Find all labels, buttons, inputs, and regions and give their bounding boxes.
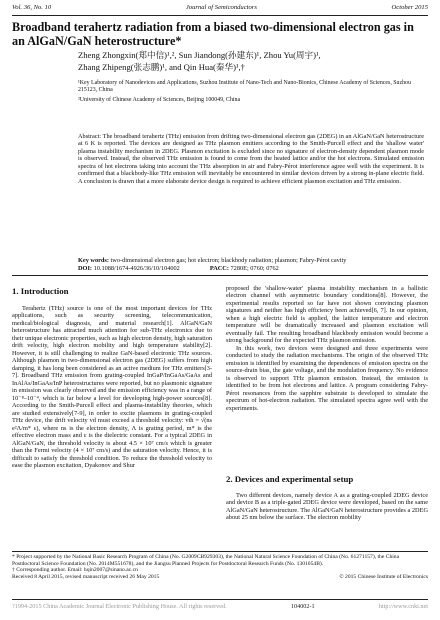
cnki-watermark: [12, 603, 428, 610]
keywords-label: Key words:: [78, 257, 109, 264]
footnote-corresponding: † Corresponding author. Email: hqin2007@sinano.ac.cn: [12, 567, 138, 574]
pacc: [210, 265, 279, 273]
doi-line: [78, 265, 424, 273]
keywords-block: [78, 257, 424, 272]
section-devices-heading: 2. Devices and experimental setup: [226, 474, 354, 484]
intro-paragraph-1: Terahertz (THz) source is one of the most important devices for THz applications, such as security screening, telecommunication, medical/biological diagnosis, and material research[1]. AlGaN/GaN heterostructure has attracted much attention for sub-THz electronics due to their unique electronic properties, such as high electron density, high saturation drift velocity, high electron mobility and high temperature stability[2]. However, it is still challenging to realize GaN-based electronic THz sources. Although plasmon in two-dimensional electron gas (2DEG) suffers from high damping, it has long been considered as an active medium for THz emitters[3-7]. Broadband THz emission from grating-coupled InGaP/InGaAs/GaAs and InAlAs/InGaAs/InP heterostructures were reported, but no plasmonic signature in emission was clearly observed and the emission efficiency was in a range of 10⁻⁸–10⁻⁴, which is far below a level for developing high-power sources[8]. According to the Smith-Purcell effect and plasma-instability theories, which are studied extensively[7-9], in order to excite plasmons in grating-coupled THz device, the drift velocity vd must exceed a threshold velocity: vth = √(ns e²Λ/m* ε), where ns is the electron density, Λ is grating period, m* is the effective electron mass and ε is the dielectric constant. For a typical 2DEG in AlGaN/GaN, the threshold velocity is about 4.5 × 10⁷ cm/s which is greater than the Fermi velocity (4 × 10⁷ cm/s) and the saturation velocity. Hence, it is difficult to satisfy the threshold condition. To reduce the threshold velocity to ease the plasmon excitation, Dyakonov and Shur: [12, 305, 212, 470]
header-volume: Vol. 36, No. 10: [12, 4, 52, 11]
footnote-dates-row: [12, 574, 428, 581]
doi-label: DOI:: [78, 264, 92, 272]
header-date: October 2015: [391, 4, 428, 11]
watermark-url[interactable]: http://www.cnki.net: [378, 603, 428, 610]
author-line-2: Zhang Zhipeng(张志鹏)¹, and Qin Hua(秦华)¹,†: [78, 61, 245, 72]
running-header: [12, 4, 428, 14]
author-list: [78, 50, 428, 73]
paper-title: Broadband terahertz radiation from a biased two-dimensional electron gas in an AlGaN/GaN heterostructure*: [12, 20, 414, 48]
received-date: Received 8 April 2015, revised manuscript received 26 May 2015: [12, 574, 160, 581]
left-column: [12, 305, 212, 470]
watermark-copyright: ?1994-2015 China Academic Journal Electronic Publishing House. All rights reserved.: [12, 603, 227, 610]
footnote-funding: * Project supported by the National Basic Research Program of China (No. G2009CB929303), the National Natural Science Foundation of China (No. 61271157), the China Postdoctoral Science Foundation (No. 2014M551678), and the Jiangsu Planned Projects for Postdoctoral Research Funds (No. 1301054B).: [12, 554, 400, 567]
header-rule: [12, 15, 428, 16]
keywords-rule: [12, 275, 428, 276]
header-journal: Journal of Semiconductors: [185, 4, 257, 11]
devices-paragraph-1: Two different devices, namely device A as a grating-coupled 2DEG device and device B as a triple-gated 2DEG device were developed, based on the same AlGaN/GaN heterostructure. The AlGaN/GaN heterostructure provides a 2DEG about 25 nm below the surface. The electron mobility: [226, 492, 428, 522]
affiliation-1: ¹Key Laboratory of Nanodevices and Applications, Suzhou Institute of Nano-Tech and Nano-Bionics, Chinese Academy of Sciences, Suzhou 215123, China: [78, 80, 411, 94]
page-number: 104002-1: [290, 603, 315, 610]
right-column-top: [226, 285, 428, 412]
doi-value: 10.1088/1674-4926/36/10/104002: [93, 264, 180, 272]
affiliation-2: ²University of Chinese Academy of Sciences, Beijing 100049, China: [78, 97, 241, 103]
intro-paragraph-2: proposed the 'shallow-water' plasma instability mechanism in a ballistic electron channel with asymmetric boundary conditions[8]. However, the experimental results reported so far have not shown convincing plasmon signatures and neither has high efficiency been achieved[6, 7]. In our opinion, when a high electric field is applied, the lattice temperature and electron temperature will be dramatically increased and plasmon excitation will eventually fail. The resulting broadband blackbody emission would become a strong background for the expected THz plasmon emission.: [226, 285, 428, 345]
bottom-rule: [12, 599, 428, 600]
keywords-text: two-dimensional electron gas; hot electron; blackbody radiation; plasmon; Fabry-Pérot cavity: [110, 257, 347, 264]
pacc-value: 7280E; 0760; 0762: [230, 264, 279, 272]
copyright-notice: © 2015 Chinese Institute of Electronics: [339, 574, 428, 581]
author-line-1: Zheng Zhongxin(郑中信)¹,², Sun Jiandong(孙建东)¹, Zhou Yu(周宇)¹,: [78, 50, 321, 60]
keywords-line: [78, 257, 424, 265]
intro-paragraph-3: In this work, two devices were designed and three experiments were conducted to study the radiation mechanisms. The origin of the observed THz emission is identified by examining the dependences of emission spectra on the source-drain bias, the gate voltage, and the modulation frequency. No evidence is observed to support THz plasmon emission. Instead, the emission is identified to be from hot electrons and lattice. A program considering Fabry-Pérot resonances from the sapphire substrate is developed to simulate the spectrum of hot-electron radiation. The simulated spectra agree well with the experiments.: [226, 344, 428, 412]
abstract: Abstract: The broadband terahertz (THz) emission from drifting two-dimensional electron gas (2DEG) in an AlGaN/GaN heterostructure at 6 K is reported. The devices are designed as THz plasmon emitters according to the Smith-Purcell effect and the 'shallow water' plasma instability mechanism in 2DEG. Plasmon excitation is excluded since no signature of electron-density dependent plasmon mode is observed. Instead, the observed THz emission is found to come from the heated lattice and/or the hot electrons. Simulated emission spectra of hot electrons taking into account the THz absorption in air and Fabry-Pérot interference agree well with the experiment. It is confirmed that a blackbody-like THz emission will inevitably be encountered in similar devices driven by a strong in-plane electric field. A conclusion is drawn that a more elaborate device design is required to achieve efficient plasmon excitation and THz emission.: [78, 133, 424, 185]
doi: [78, 265, 180, 273]
footnotes: [12, 554, 428, 581]
pacc-label: PACC:: [209, 264, 229, 272]
footnote-rule: [12, 551, 428, 552]
section-introduction-heading: 1. Introduction: [12, 286, 69, 296]
right-column-bottom: [226, 492, 428, 522]
